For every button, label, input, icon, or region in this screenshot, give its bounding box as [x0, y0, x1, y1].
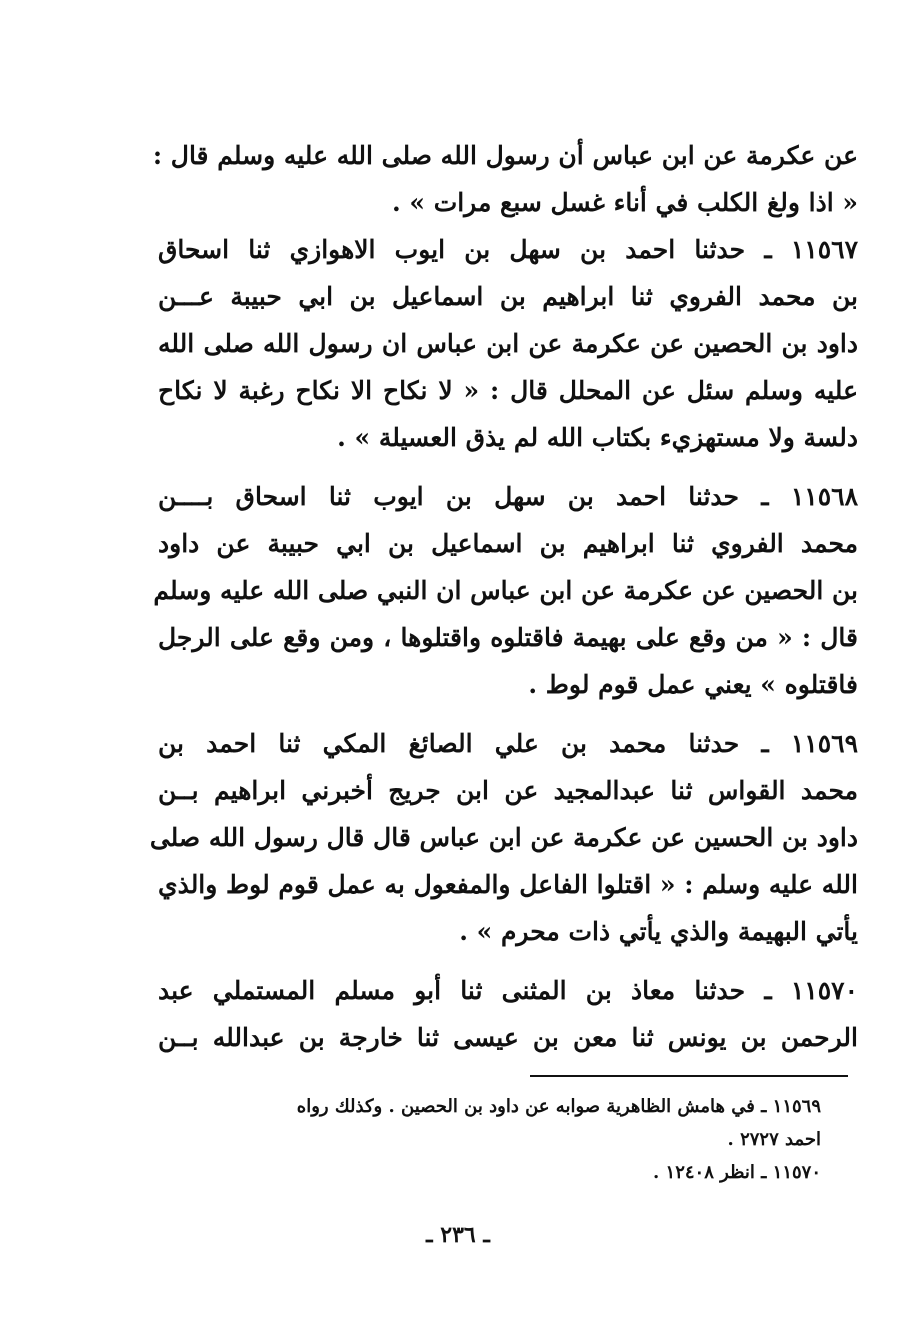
- footnote-11569-continued: احمد ٢٧٢٧ .: [727, 1129, 821, 1150]
- footnotes: [141, 1090, 821, 1189]
- text-line: محمد القواس ثنا عبدالمجيد عن ابن جريج أخبرني ابراهيم بــن: [158, 776, 858, 805]
- text-line: يأتي البهيمة والذي يأتي ذات محرم » .: [459, 917, 858, 946]
- hadith-11570-line: ١١٥٧٠ ـ حدثنا معاذ بن المثنى ثنا أبو مسلم المستملي عبد: [158, 976, 858, 1005]
- text-line: قال : « من وقع على بهيمة فاقتلوه واقتلوها ، ومن وقع على الرجل: [158, 623, 858, 652]
- footnote-11570: ١١٥٧٠ ـ انظر ١٢٤٠٨ .: [652, 1162, 821, 1183]
- text-line: بن محمد الفروي ثنا ابراهيم بن اسماعيل بن ابي حبيبة عـــن: [158, 282, 858, 311]
- main-text: [149, 132, 859, 1061]
- text-line: داود بن الحصين عن عكرمة عن ابن عباس ان رسول الله صلى الله: [158, 329, 858, 358]
- footnote-11569: ١١٥٦٩ ـ في هامش الظاهرية صوابه عن داود بن الحصين . وكذلك رواه: [296, 1096, 821, 1117]
- hadith-11568-line: ١١٥٦٨ ـ حدثنا احمد بن سهل بن ايوب ثنا اسحاق بــــن: [158, 482, 858, 511]
- text-line: الله عليه وسلم : « اقتلوا الفاعل والمفعول به عمل قوم لوط والذي: [158, 870, 858, 899]
- text-line: داود بن الحسين عن عكرمة عن ابن عباس قال قال رسول الله صلى: [149, 823, 858, 852]
- page-number: ـ ٢٣٦ ـ: [426, 1222, 490, 1248]
- text-line: عن عكرمة عن ابن عباس أن رسول الله صلى الله عليه وسلم قال :: [152, 141, 858, 170]
- text-line: « اذا ولغ الكلب في أناء غسل سبع مرات » .: [391, 188, 858, 217]
- text-line: بن الحصين عن عكرمة عن ابن عباس ان النبي صلى الله عليه وسلم: [153, 576, 858, 605]
- hadith-11569-line: ١١٥٦٩ ـ حدثنا محمد بن علي الصائغ المكي ثنا احمد بن: [158, 729, 859, 758]
- hadith-11567-line: ١١٥٦٧ ـ حدثنا احمد بن سهل بن ايوب الاهوازي ثنا اسحاق: [158, 235, 858, 264]
- text-line: محمد الفروي ثنا ابراهيم بن اسماعيل بن ابي حبيبة عن داود: [158, 529, 858, 558]
- text-line: فاقتلوه » يعني عمل قوم لوط .: [528, 670, 858, 699]
- footnote-divider: [530, 1075, 848, 1077]
- text-line: الرحمن بن يونس ثنا معن بن عيسى ثنا خارجة بن عبدالله بــن: [158, 1023, 858, 1052]
- text-line: عليه وسلم سئل عن المحلل قال : « لا نكاح الا نكاح رغبة لا نكاح: [158, 376, 858, 405]
- text-line: دلسة ولا مستهزيء بكتاب الله لم يذق العسيلة » .: [337, 423, 858, 452]
